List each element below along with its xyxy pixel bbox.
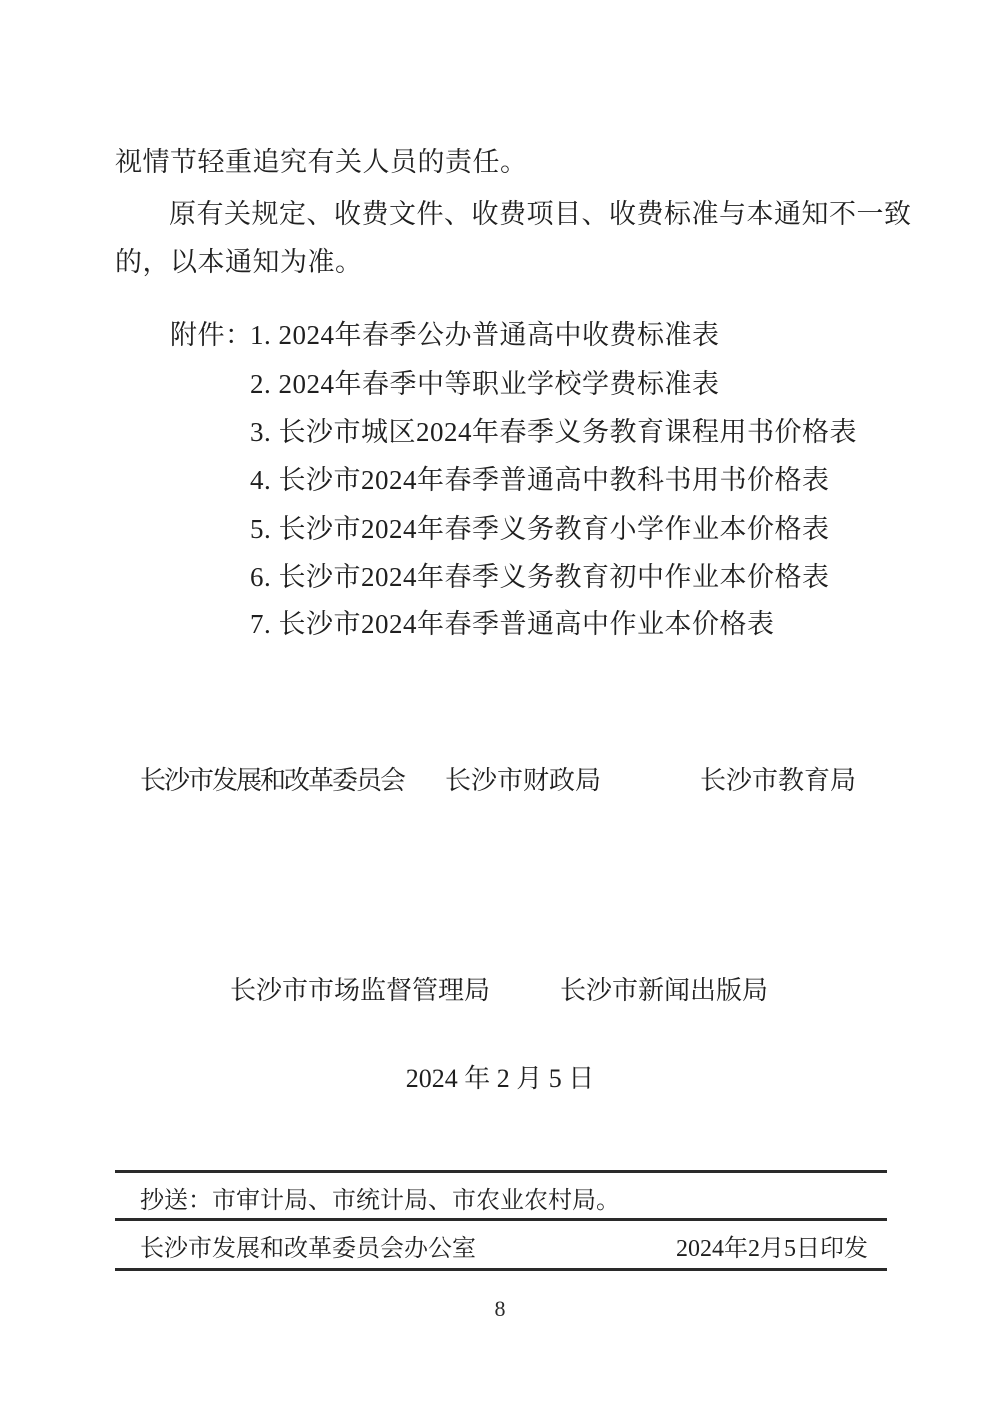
- attachments-label: 附件：: [170, 320, 253, 350]
- issuer-office: 长沙市发展和改革委员会办公室: [140, 1236, 476, 1262]
- footer-rule-top: [115, 1170, 887, 1173]
- footer-rule-middle: [115, 1218, 887, 1221]
- attachment-item-1: 1. 2024年春季公办普通高中收费标准表: [250, 320, 720, 350]
- document-date: 2024 年 2 月 5 日: [405, 1064, 595, 1093]
- signature-org-finance: 长沙市财政局: [445, 766, 602, 795]
- page-number: 8: [494, 1296, 506, 1321]
- attachment-item-7: 7. 长沙市2024年春季普通高中作业本价格表: [250, 609, 775, 639]
- paragraph-line-3: 的，以本通知为准。: [115, 247, 363, 277]
- signature-org-market-supervision: 长沙市市场监督管理局: [230, 976, 491, 1005]
- paragraph-line-1: 视情节轻重追究有关人员的责任。: [115, 147, 528, 177]
- attachment-item-5: 5. 长沙市2024年春季义务教育小学作业本价格表: [250, 514, 830, 544]
- signature-org-education: 长沙市教育局: [700, 766, 857, 795]
- paragraph-line-2: 原有关规定、收费文件、收费项目、收费标准与本通知不一致: [169, 199, 912, 229]
- attachment-item-2: 2. 2024年春季中等职业学校学费标准表: [250, 369, 720, 399]
- print-date: 2024年2月5日印发: [676, 1236, 868, 1262]
- attachment-item-4: 4. 长沙市2024年春季普通高中教科书用书价格表: [250, 465, 830, 495]
- footer-rule-bottom: [115, 1268, 887, 1271]
- attachment-item-3: 3. 长沙市城区2024年春季义务教育课程用书价格表: [250, 417, 857, 447]
- signature-org-press-publication: 长沙市新闻出版局: [560, 976, 769, 1005]
- attachment-item-6: 6. 长沙市2024年春季义务教育初中作业本价格表: [250, 562, 830, 592]
- cc-line: 抄送：市审计局、市统计局、市农业农村局。: [140, 1188, 620, 1214]
- signature-org-development-reform: 长沙市发展和改革委员会: [140, 766, 405, 795]
